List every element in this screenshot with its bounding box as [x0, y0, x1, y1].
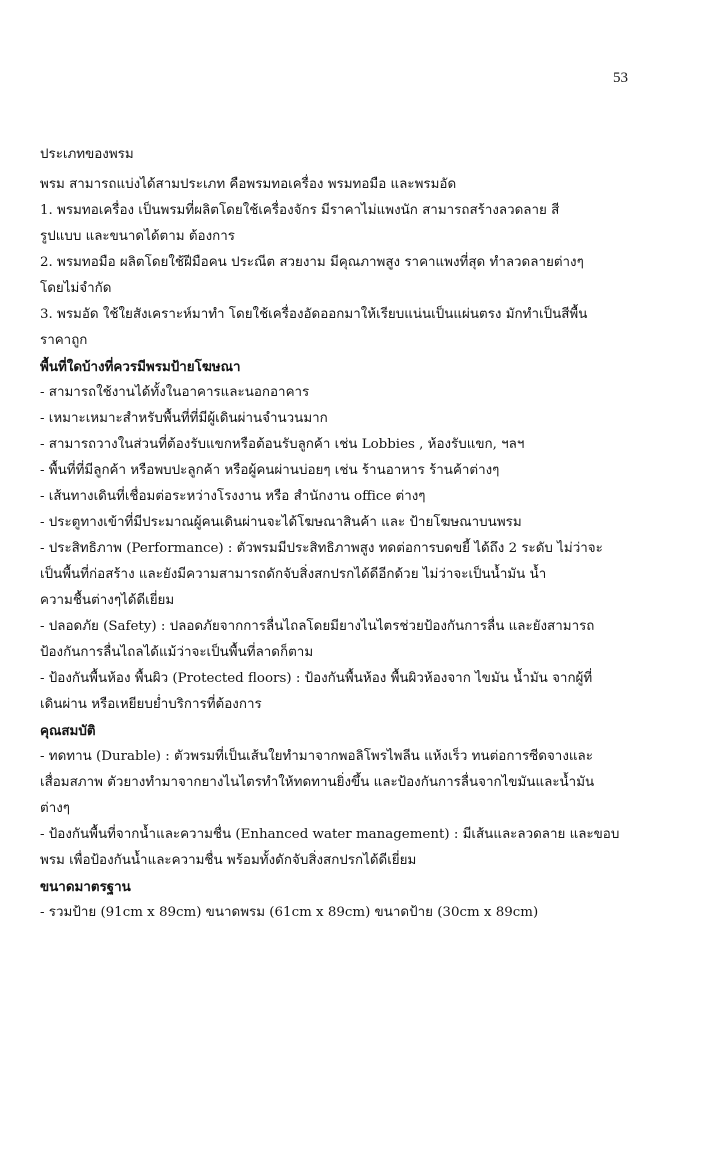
list-item: เป็นพื้นที่ก่อสร้าง และยังมีความสามารถดักจับสิ่งสกปรกได้ดีอีกด้วย ไม่ว่าจะเป็นน้ำมัน น้ำ	[40, 567, 547, 582]
list-item: เสื่อมสภาพ ตัวยางทำมาจากยางไนไตรทำให้ทดทานยิ่งขึ้น และป้องกันการลื่นจากไขมันและน้ำมัน	[40, 775, 595, 790]
list-item: - ทดทาน (Durable) : ตัวพรมที่เป็นเส้นใยทำมาจากพอลิโพรไพลีน แห้งเร็ว ทนต่อการซีดจางและ	[40, 749, 593, 764]
paragraph-line: ราคาถูก	[40, 333, 88, 348]
list-item: พรม เพื่อป้องกันน้ำและความชื่น พร้อมทั้งดักจับสิ่งสกปรกได้ดีเยี่ยม	[40, 853, 417, 868]
paragraph-line: 3. พรมอัด ใช้ใยสังเคราะห์มาทำ โดยใช้เครื่องอัดออกมาให้เรียบแน่นเป็นแผ่นตรง มักทำเป็นสีพื้น	[40, 307, 588, 322]
list-item: - ประตูทางเข้าที่มีประมาณผู้คนเดินผ่านจะได้โฆษณาสินค้า และ ป้ายโฆษณาบนพรม	[40, 515, 522, 530]
section-heading-carpet-types: ประเภทของพรม	[40, 147, 134, 162]
list-item: - สามารถใช้งานได้ทั้งในอาคารและนอกอาคาร	[40, 385, 310, 400]
section-heading-properties: คุณสมบัติ	[40, 723, 96, 739]
list-item: - สามารถวางในส่วนที่ต้องรับแขกหรือต้อนรับลูกค้า เช่น Lobbies , ห้องรับแขก, ฯลฯ	[40, 437, 525, 452]
list-item: - ป้องกันพื้นห้อง พื้นผิว (Protected floors) : ป้องกันพื้นห้อง พื้นผิวห้องจาก ไขมัน น้ำมัน จากผู้ที่	[40, 671, 593, 686]
paragraph-line: 2. พรมทอมือ ผลิตโดยใช้ฝีมือคน ประณีต สวยงาม มีคุณภาพสูง ราคาแพงที่สุด ทำลวดลายต่างๆ	[40, 255, 584, 270]
paragraph-line: 1. พรมทอเครื่อง เป็นพรมที่ผลิตโดยใช้เครื่องจักร มีราคาไม่แพงนัก สามารถสร้างลวดลาย สี	[40, 203, 560, 218]
section-heading-sizes: ขนาดมาตรฐาน	[40, 879, 131, 895]
list-item: - ป้องกันพื้นที่จากน้ำและความชื่น (Enhanced water management) : มีเส้นและลวดลาย และขอบ	[40, 827, 620, 842]
paragraph-line: โดยไม่จำกัด	[40, 281, 112, 296]
list-item: - รวมป้าย (91cm x 89cm) ขนาดพรม (61cm x 89cm) ขนาดป้าย (30cm x 89cm)	[40, 905, 539, 920]
section-heading-locations: พื้นที่ใดบ้างที่ควรมีพรมป้ายโฆษณา	[40, 359, 241, 375]
list-item: - เหมาะเหมาะสำหรับพื้นที่ที่มีผู้เดินผ่านจำนวนมาก	[40, 411, 328, 426]
list-item: ความชื้นต่างๆได้ดีเยี่ยม	[40, 593, 175, 608]
list-item: - เส้นทางเดินที่เชื่อมต่อระหว่างโรงงาน หรือ สำนักงาน office ต่างๆ	[40, 489, 426, 504]
list-item: ป้องกันการลื่นไถลได้แม้ว่าจะเป็นพื้นที่ลาดก็ตาม	[40, 645, 314, 660]
list-item: - ประสิทธิภาพ (Performance) : ตัวพรมมีประสิทธิภาพสูง ทดต่อการบดขยี้ ได้ถึง 2 ระดับ ไม่ว่าจะ	[40, 541, 603, 556]
page-body	[40, 142, 650, 926]
list-item: ต่างๆ	[40, 801, 70, 816]
paragraph-line: รูปแบบ และขนาดได้ตาม ต้องการ	[40, 229, 235, 244]
list-item: เดินผ่าน หรือเหยียบย่ำบริการที่ต้องการ	[40, 697, 262, 712]
list-item: - พื้นที่ที่มีลูกค้า หรือพบปะลูกค้า หรือผู้คนผ่านบ่อยๆ เช่น ร้านอาหาร ร้านค้าต่างๆ	[40, 463, 500, 478]
page-number: 53	[613, 70, 628, 86]
list-item: - ปลอดภัย (Safety) : ปลอดภัยจากการลื่นไถลโดยมียางไนไตรช่วยป้องกันการลื่น และยังสามารถ	[40, 619, 595, 634]
paragraph-line: พรม สามารถแบ่งได้สามประเภท คือพรมทอเครื่อง พรมทอมือ และพรมอัด	[40, 177, 457, 192]
